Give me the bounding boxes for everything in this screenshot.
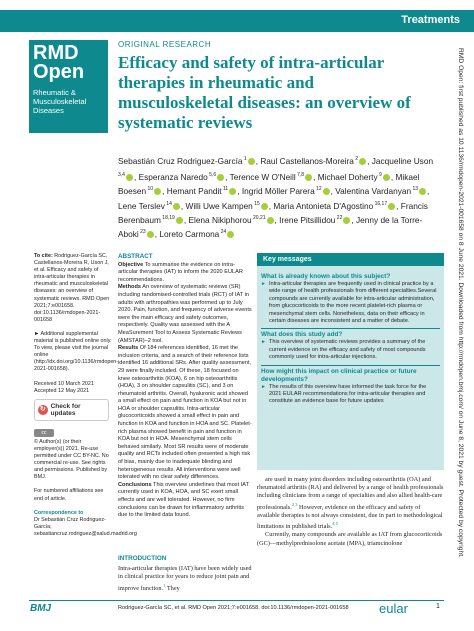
orcid-icon[interactable] (227, 231, 234, 238)
objective-label: Objective (118, 261, 144, 268)
eular-logo[interactable]: eular (379, 601, 408, 616)
orcid-icon[interactable] (173, 203, 180, 210)
copyright-text: © Author(s) (or their employer(s)) 2021. Re-use permitted under CC BY-NC. No commercial re-use. See rights and permissions. Published by BMJ. (34, 438, 109, 481)
orcid-icon[interactable] (229, 188, 236, 195)
key-question-3: How might this impact on clinical practice or future developments? (261, 365, 440, 384)
author-name[interactable]: Terence W O'Neill (229, 171, 296, 182)
abstract-heading: ABSTRACT (118, 253, 153, 260)
article-title: Efficacy and safety of intra-articular therapies in rheumatic and musculoskeletal diseases: an overview of systematic reviews (118, 53, 411, 132)
author-affiliation: 15 (252, 200, 260, 207)
key-question-1: What is already known about this subject? (261, 273, 391, 280)
footer-citation: Rodriguez-García SC, et al. RMD Open 2021;7:e001658. doi:10.1136/rmdopen-2021-001658 (118, 605, 349, 611)
section-label: Treatments (401, 14, 460, 26)
author-name[interactable]: Raul Castellanos-Moreira (260, 155, 354, 166)
accepted-date: Accepted 12 May 2021 (34, 387, 90, 394)
orcid-icon[interactable] (154, 188, 161, 195)
bullet-arrow-icon: ► (261, 383, 266, 390)
author-affiliation: 20,21 (251, 214, 266, 221)
author-affiliation: 12 (314, 186, 322, 193)
abstract (118, 253, 252, 520)
cite-text: Rodriguez-García SC, Castellanos-Moreira R, Uson J, et al. Efficacy and safety of intra-articular therapies in rheumatic and musculoskeletal diseases: an overview of systematic reviews. RMD Open 2021;7:e001658. doi:10.1136/rmdopen-2021-001658 (34, 253, 110, 323)
check-updates-label: Check for updates (50, 402, 81, 417)
results-label: Results (118, 345, 139, 352)
key-messages-box (257, 253, 444, 470)
key-answer-3: The results of this overview have informed the task force for the 2021 EULAR recommendations for intra-articular therapies and constitute an evidence base for future updates (268, 383, 427, 405)
author-name[interactable]: Francis Berenbaum (118, 200, 428, 225)
introduction (118, 555, 252, 593)
author-affiliation: 3,4 (118, 172, 125, 179)
logo-title-line1: RMD (33, 42, 79, 64)
logo-title-line2: Open (33, 61, 85, 83)
author-affiliation: 5,6 (207, 172, 217, 179)
creative-commons-icon: cc (34, 429, 54, 437)
author-name[interactable]: Valentina Vardanyan (335, 186, 412, 197)
introduction-text-tail: They (165, 584, 180, 592)
key-answer-1: Intra-articular therapies are frequently used in clinical practice by a wide range of health professionals from different specialties.Several compounds are currently available for intra-articular administration, from glucocorticoids to the more recent platelet-rich plasma or mesenchymal stem cells. Nonetheless, data on their efficacy in certain diseases are inconsistent and a matter of debate. (268, 281, 437, 325)
author-affiliation: 16,17 (373, 200, 388, 207)
author-name[interactable]: Lene Terslev (118, 200, 165, 211)
author-affiliation: 7,8 (295, 172, 305, 179)
author-affiliation: 9 (377, 172, 382, 179)
author-affiliation: 10 (146, 186, 154, 193)
author-name[interactable]: Esperanza Naredo (138, 171, 208, 182)
orcid-icon[interactable] (388, 203, 395, 210)
author-name[interactable]: Jenny de la Torre-Aboki (118, 214, 423, 239)
article-type: ORIGINAL RESEARCH (118, 40, 212, 49)
introduction-text: Intra-articular therapies (IAT) have been widely used in clinical practice for years to reduce joint pain and improve function. (118, 565, 252, 592)
author-affiliation: 22 (335, 214, 343, 221)
author-name[interactable]: Loreto Carmona (159, 228, 220, 239)
author-affiliation: 2 (353, 156, 359, 162)
author-name[interactable]: Jacqueline Uson (371, 155, 434, 166)
author-affiliation: 24 (219, 228, 227, 235)
key-messages-heading: Key messages (257, 253, 444, 266)
publisher-logo[interactable]: BMJ (30, 603, 52, 614)
body-paragraph-1: are used in many joint disorders including osteoarthritis (OA) and rheumatoid arthritis (RA) and delivered by a range of health professionals including clinicians from a range of specialties and also allied health-care professionals. (257, 476, 444, 511)
author-name[interactable]: Hemant Pandit (166, 186, 222, 197)
conclusions-text: This overview underlines that most IAT currently used in KOA, HOA, and SC exert small effects and are well tolerated. However, no firm conclusions can be drawn for inflammatory arthritis due to the limited data found. (118, 481, 249, 519)
correspondence-label: Correspondence to (34, 509, 84, 516)
author-list: Sebastián Cruz Rodriguez-García $^1$ , Raul Castellanos-Moreira $^2$ , Jacqueline Uson $^{3,4}$ , Esperanza Naredo $^{5,6}$ , Terence W O'Neill $^{7,8}$ , Michael Doherty $^9$ , Mikael Boesen $^{10}$ , Hemant Pandit $^{11}$ , Ingrid Möller Parera $^{12}$ , Valentina Vardanyan $^{13}$ , Lene Terslev $^{14}$ , Willi Uwe Kampen $^{15}$ , Maria Antonieta D'Agostino $^{16,17}$ , Francis Berenbaum $^{18,19}$ , Elena Nikiphorou $^{20,21}$ , Irene Pitsillidou $^{22}$ , Jenny de la Torre-Aboki $^{23}$ , Loreto Carmona $^{24}$ (118, 155, 434, 239)
orcid-icon[interactable] (383, 174, 390, 181)
author-name[interactable]: Mikael Boesen (118, 171, 420, 197)
introduction-heading: INTRODUCTION (118, 555, 167, 562)
page-number: 1 (436, 603, 440, 610)
reference-4-5[interactable]: 4 5 (332, 521, 338, 527)
orcid-icon[interactable] (147, 231, 154, 238)
cite-label: To cite: (34, 253, 53, 259)
orcid-icon[interactable] (176, 217, 183, 224)
reference-1[interactable]: 1 (163, 582, 166, 588)
author-name[interactable]: Michael Doherty (317, 171, 378, 182)
supplemental-note[interactable]: ► Additional supplemental material is published online only. To view, please visit the journal online (http://dx.doi.org/10.1136/rmdopen-2021-001658). (34, 330, 119, 373)
bullet-arrow-icon: ► (261, 281, 266, 287)
side-notice (452, 48, 466, 608)
author-name[interactable]: Sebastián Cruz Rodriguez-García (118, 155, 243, 166)
side-notice-text: RMD Open: first published as 10.1136/rmdopen-2021-001658 on 8 June 2021. Downloaded from http://rmdopen.bmj.com/ on June 8, 2021 by guest. Protected by copyright. (457, 48, 464, 558)
received-date: Received 10 March 2021 (34, 380, 94, 387)
reference-2-3[interactable]: 2 3 (291, 501, 298, 507)
author-affiliation: 23 (138, 228, 146, 235)
orcid-icon[interactable] (217, 174, 224, 181)
author-affiliation: 14 (164, 200, 172, 207)
bullet-arrow-icon: ► (261, 339, 266, 346)
conclusions-label: Conclusions (118, 481, 152, 488)
journal-logo[interactable] (29, 40, 108, 133)
objective-text: To summarise the evidence on intra-articular therapies (IAT) to inform the 2020 EULAR recommendations. (118, 261, 243, 283)
body-text-right (257, 476, 444, 548)
author-affiliation: 11 (221, 186, 229, 193)
orcid-icon[interactable] (343, 217, 350, 224)
orcid-icon[interactable] (267, 217, 274, 224)
author-name[interactable]: Ingrid Möller Parera (241, 186, 315, 197)
author-affiliation: 18,19 (160, 214, 175, 221)
methods-text: An overview of systematic reviews (SR) including randomised-controlled trials (RCT) of IAT in adults with arthropathies was performed up to July 2020. Pain, function, and frequency of adverse events were the main efficacy and safety outcomes, respectively. Quality was assessed with the A MeaSurement Tool to Assess Systematic Reviews (AMSTAR)–2 tool. (118, 284, 252, 344)
body-paragraph-1-tail: However, evidence on the efficacy and safety of available therapies is not always consistent, due in part to methodological limitations in published trials. (257, 503, 443, 531)
orcid-icon[interactable] (323, 188, 330, 195)
orcid-icon[interactable] (126, 174, 133, 181)
orcid-icon[interactable] (248, 158, 255, 165)
author-name[interactable]: Willi Uwe Kampen (185, 200, 253, 211)
methods-label: Methods (118, 284, 141, 291)
orcid-icon[interactable] (359, 158, 366, 165)
body-paragraph-2: Currently, many compounds are available as IAT from glucocorticoids (GC)—methylprednisolone acetate (MPA), triamcinolone (257, 531, 443, 547)
orcid-icon[interactable] (261, 203, 268, 210)
check-updates-icon: ↻ (39, 405, 46, 413)
affiliations-note: For numbered affiliations see end of article. (34, 488, 104, 502)
orcid-icon[interactable] (419, 188, 426, 195)
key-question-2: What does this study add? (261, 328, 440, 339)
correspondence-text[interactable]: Dr Sebastián Cruz Rodriguez-García; sebastiancruz.rodriguez@salud.madrid.org (34, 516, 137, 537)
author-affiliation: 13 (411, 186, 419, 193)
logo-subtitle: Rheumatic & Musculoskeletal Diseases (33, 88, 87, 115)
author-affiliation: 1 (242, 156, 247, 162)
orcid-icon[interactable] (305, 174, 312, 181)
author-name[interactable]: Irene Pitsillidou (279, 214, 336, 225)
check-updates-button[interactable] (34, 399, 109, 421)
author-name[interactable]: Maria Antonieta D'Agostino (273, 200, 374, 211)
results-text: Of 184 references identified, 16 met the inclusion criteria, and a search of their reference lists identified 16 additional SRs. After quality assessment, 29 were finally included. Of these, 18 focused on knee osteoarthritis (KOA), 6 on hip osteoarthritis (HOA), 3 on shoulder capsulitis (SC), and 3 on rheumatoid arthritis. Overall, hyaluronic acid showed a small effect on pain and function in KOA but not in HOA or shoulder capsulitis. Intra-articular glucocorticoids showed a small effect in pain and function in KOA and function in HOA and SC. Platelet-rich plasma showed benefit in pain and function in KOA but not in HOA. Mesenchymal stem cells behaved similarly. Most SR results were of moderate quality and RCTs included often presented a high risk of bias, mainly due to inadequate blinding and heterogeneous results. All interventions were well tolerated with no clear safety differences. (118, 345, 252, 481)
key-answer-2: This overview of systematic reviews provides a summary of the current evidence on the efficacy and safety of most compounds commonly used for intra-articular injections. (268, 339, 426, 361)
author-name[interactable]: Elena Nikiphorou (188, 214, 252, 225)
